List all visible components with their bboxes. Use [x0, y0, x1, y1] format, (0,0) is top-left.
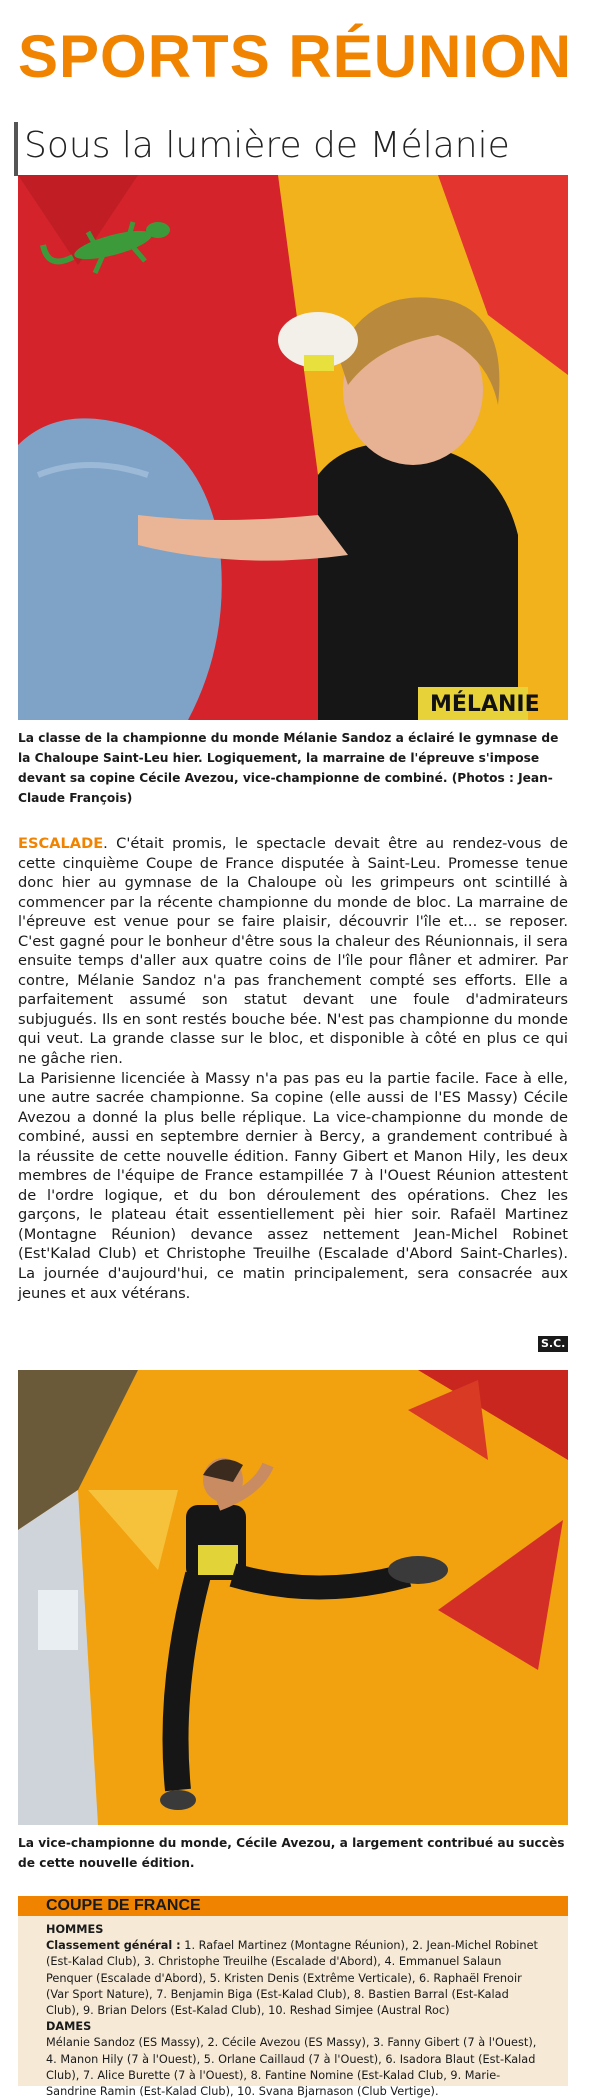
jersey-name: MÉLANIE: [430, 692, 540, 717]
men-heading: HOMMES: [46, 1923, 104, 1936]
photo2-caption: La vice-championne du monde, Cécile Avezou, a largement contribué au succès de cette nouvelle édition.: [18, 1836, 565, 1870]
article-kicker: ESCALADE: [18, 835, 104, 852]
women-heading: DAMES: [46, 2020, 92, 2034]
results-header: [18, 1896, 568, 1916]
general-ranking-label: Classement général :: [46, 1939, 181, 1953]
photo-cecile-avezou: [18, 1370, 568, 1825]
article-paragraph-1-text: . C'était promis, le spectacle devait être au rendez-vous de cette cinquième Coupe de France disputée à Saint-Leu. Promesse tenue donc hier au gymnase de la Chaloupe où les grimpeurs ont scintillé à commencer par la récente championne du monde de bloc. La marraine de l'épreuve est venue pour se faire plaisir, découvrir l'île et... se reposer. C'est gagné pour le bonheur d'être sous la chaleur des Réunionnais, il sera ensuite temps d'aller aux quatre coins de l'île pour flâner et admirer. Par contre, Mélanie Sandoz n'a pas franchement compté ses efforts. Elle a parfaitement assumé son statut devant une foule d'admirateurs subjugués. Ils en sont restés bouche bée. N'est pas championne du monde qui veut. La grande classe sur le bloc, et disponible à côté en plus ce qui ne gâche rien.: [18, 835, 568, 1068]
article-paragraph-1: [18, 834, 568, 1069]
men-results: [46, 1938, 538, 2019]
results-title: COUPE DE FRANCE: [46, 1897, 201, 1914]
section-rubric: SPORTS RÉUNION: [18, 23, 573, 90]
author-signature: S.C.: [538, 1336, 568, 1352]
photo1-caption: La classe de la championne du monde Mélanie Sandoz a éclairé le gymnase de la Chaloupe Saint-Leu hier. Logiquement, la marraine de l'épreuve s'impose devant sa copine Cécile Avezou, vice-championne de combiné. (Photos : Jean-Claude François): [18, 731, 559, 805]
women-results: Mélanie Sandoz (ES Massy), 2. Cécile Avezou (ES Massy), 3. Fanny Gibert (7 à l'Ouest), 4. Manon Hily (7 à l'Ouest), 5. Orlane Caillaud (7 à l'Ouest), 6. Isadora Blaut (Est-Kalad Club), 7. Alice Burette (7 à l'Ouest), 8. Fantine Nomine (Est-Kalad Club, 9. Marie-Sandrine Ramin (Est-Kalad Club), 10. Svana Bjarnason (Club Vertige).: [46, 2036, 537, 2099]
article-body: [18, 834, 568, 1303]
men-results-text: 1. Rafael Martinez (Montagne Réunion), 2. Jean-Michel Robinet (Est-Kalad Club), 3. Christophe Treuilhe (Escalade d'Abord), 4. Emmanuel Salaun Penquer (Escalade d'Abord), 5. Kristen Denis (Extrême Verticale), 6. Raphaël Frenoir (Var Sport Nature), 7. Benjamin Biga (Est-Kalad Club), 8. Bastien Barral (Est-Kalad Club), 9. Brian Delors (Est-Kalad Club), 10. Reshad Simjee (Austral Roc): [46, 1939, 538, 2018]
headline-rule: [14, 122, 18, 176]
article-paragraph-2: La Parisienne licenciée à Massy n'a pas pas eu la partie facile. Face à elle, une autre sacrée championne. Sa copine (elle aussi de l'ES Massy) Cécile Avezou a donné la plus belle réplique. La vice-championne du monde de combiné, aussi en septembre dernier à Bercy, a grandement contribué à la réussite de cette nouvelle édition. Fanny Gibert et Manon Hily, les deux membres de l'équipe de France estampillée 7 à l'Ouest Réunion attestent de l'ordre logique, et du bon déroulement des opérations. Chez les garçons, le plateau était essentiellement pèi hier soir. Rafaël Martinez (Montagne Réunion) devance assez nettement Jean-Michel Robinet (Est'Kalad Club) et Christophe Treuilhe (Escalade d'Abord Saint-Charles). La journée d'aujourd'hui, ce matin principalement, sera consacrée aux jeunes et aux vétérans.: [18, 1069, 568, 1302]
results-body: [18, 1916, 568, 2100]
photo-melanie-sandoz: [18, 175, 568, 720]
results-box: [18, 1896, 568, 2099]
article-headline: Sous la lumière de Mélanie: [24, 125, 510, 166]
